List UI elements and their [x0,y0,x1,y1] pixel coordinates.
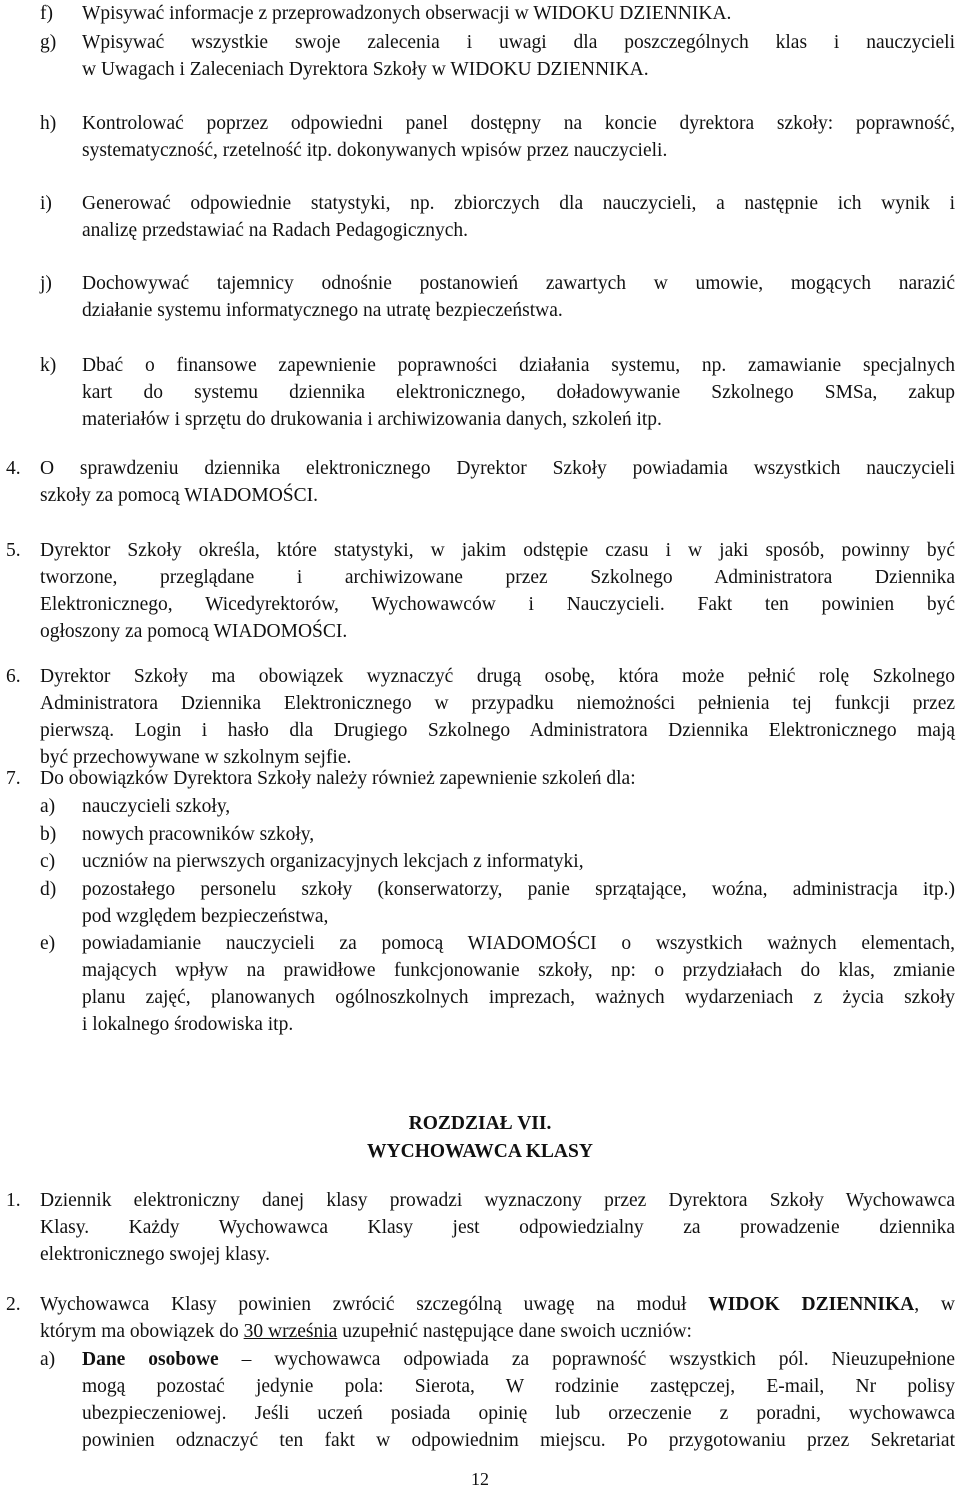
text-line: ubezpieczeniowej. Jeśli uczeń posiada opinię lub orzeczenie z poradni, wychowawca [82,1403,955,1424]
list-marker: 5. [6,540,21,561]
list-item [40,352,955,433]
list-marker: e) [40,933,56,954]
text-line: O sprawdzeniu dziennika elektronicznego Dyrektor Szkoły powiadamia wszystkich nauczycieli [40,458,955,479]
text-line: w Uwagach i Zaleceniach Dyrektora Szkoły w WIDOKU DZIENNIKA. [82,59,649,80]
text-line: materiałów i sprzętu do drukowania i archiwizowania danych, szkoleń itp. [82,409,662,430]
list-marker: h) [40,113,57,134]
text-line: nowych pracowników szkoły, [82,824,315,845]
text-line: Elektronicznego, Wicedyrektorów, Wychowawców i Nauczycieli. Fakt ten powinien być [40,594,955,615]
bold-text: WIDOK DZIENNIKA [708,1294,915,1315]
text-line: Wpisywać informacje z przeprowadzonych obserwacji w WIDOKU DZIENNIKA. [82,3,732,24]
text-line: Do obowiązków Dyrektora Szkoły należy również zapewnienie szkoleń dla: [40,768,636,789]
list-marker: f) [40,3,53,24]
list-item [40,793,955,820]
chapter-subtitle: WYCHOWAWCA KLASY [367,1141,593,1162]
list-marker: 4. [6,458,21,479]
underlined-date: 30 września [243,1321,338,1342]
text-line: Dochowywać tajemnicy odnośnie postanowień zawartych w umowie, mogących narazić [82,273,955,294]
text-line: ogłoszony za pomocą WIADOMOŚCI. [40,621,348,642]
list-item [40,930,955,1038]
text-line: Kontrolować poprzez odpowiedni panel dostępny na koncie dyrektora szkoły: poprawność, [82,113,955,134]
text-line: którym ma obowiązek do 30 września uzupełnić następujące dane swoich uczniów: [40,1321,692,1342]
list-item [40,110,955,164]
numbered-item [6,765,955,792]
numbered-item [6,537,955,645]
text-line: działanie systemu informatycznego na utratę bezpieczeństwa. [82,300,563,321]
text-line: Dziennik elektroniczny danej klasy prowadzi wyznaczony przez Dyrektora Szkoły Wychowawca [40,1190,955,1211]
list-marker: j) [40,273,52,294]
list-marker: c) [40,851,56,872]
text-line: pod względem bezpieczeństwa, [82,906,329,927]
text-line: Wpisywać wszystkie swoje zalecenia i uwagi dla poszczególnych klas i nauczycieli [82,32,955,53]
text-line: pierwszą. Login i hasło dla Drugiego Szkolnego Administratora Dziennika Elektronicznego mają [40,720,955,741]
page-number: 12 [471,1469,489,1489]
numbered-item [6,455,955,509]
text-line: nauczycieli szkoły, [82,796,231,817]
bold-text: Dane osobowe [82,1349,219,1370]
chapter-title: ROZDZIAŁ VII. [408,1113,552,1134]
list-item [40,876,955,930]
list-marker: k) [40,355,57,376]
list-item [40,0,955,27]
text-line: kart do systemu dziennika elektronicznego, doładowywanie Szkolnego SMSa, zakup [82,382,955,403]
text-line: Administratora Dziennika Elektronicznego w przypadku niemożności pełnienia tej funkcji przez [40,693,955,714]
list-marker: a) [40,796,56,817]
text-line: Dbać o finansowe zapewnienie poprawności działania systemu, np. zamawianie specjalnych [82,355,955,376]
text-line: Klasy. Każdy Wychowawca Klasy jest odpowiedzialny za prowadzenie dziennika [40,1217,955,1238]
text-line: Generować odpowiednie statystyki, np. zbiorczych dla nauczycieli, a następnie ich wynik i [82,193,955,214]
text-line: Dyrektor Szkoły ma obowiązek wyznaczyć drugą osobę, która może pełnić rolę Szkolnego [40,666,955,687]
list-marker: 1. [6,1190,21,1211]
text-line: Wychowawca Klasy powinien zwrócić szczególną uwagę na moduł WIDOK DZIENNIKA, w [40,1294,955,1315]
text-line: mających wpływ na prawidłowe funkcjonowanie szkoły, np: o przydziałach do klas, zmianie [82,960,955,981]
text-line: analizę przedstawiać na Radach Pedagogicznych. [82,220,469,241]
text-line: systematyczność, rzetelność itp. dokonywanych wpisów przez nauczycieli. [82,140,668,161]
text-line: planu zajęć, planowanych ogólnoszkolnych imprezach, ważnych wydarzeniach z życia szkoły [82,987,955,1008]
text-line: pozostałego personelu szkoły (konserwatorzy, panie sprzątające, woźna, administracja itp.) [82,879,955,900]
list-marker: b) [40,824,57,845]
list-marker: 2. [6,1294,21,1315]
numbered-item [6,663,955,771]
text-line: szkoły za pomocą WIADOMOŚCI. [40,485,319,506]
text-line: tworzone, przeglądane i archiwizowane przez Szkolnego Administratora Dziennika [40,567,955,588]
text-line: i lokalnego środowiska itp. [82,1014,294,1035]
list-item [40,821,955,848]
list-marker: d) [40,879,57,900]
text-line: Dane osobowe – wychowawca odpowiada za poprawność wszystkich pól. Nieuzupełnione [82,1349,955,1370]
list-item [40,190,955,244]
list-marker: 7. [6,768,21,789]
list-item [40,29,955,83]
list-item [40,1346,955,1454]
list-marker: i) [40,193,52,214]
numbered-item [6,1187,955,1268]
text-line: powinien odznaczyć ten fakt w odpowiednim miejscu. Po przygotowaniu przez Sekretariat [82,1430,955,1451]
numbered-item [6,1291,955,1345]
text-line: uczniów na pierwszych organizacyjnych lekcjach z informatyki, [82,851,584,872]
list-item [40,848,955,875]
list-marker: a) [40,1349,56,1370]
text-line: elektronicznego swojej klasy. [40,1244,270,1265]
text-line: Dyrektor Szkoły określa, które statystyki, w jakim odstępie czasu i w jaki sposób, powinny być [40,540,955,561]
text-line: mogą pozostać jedynie pola: Sierota, W rodzinie zastępczej, E-mail, Nr polisy [82,1376,955,1397]
text-line: być przechowywane w szkolnym sejfie. [40,747,352,768]
text-line: powiadamianie nauczycieli za pomocą WIADOMOŚCI o wszystkich ważnych elementach, [82,933,955,954]
list-item [40,270,955,324]
list-marker: g) [40,32,57,53]
list-marker: 6. [6,666,21,687]
